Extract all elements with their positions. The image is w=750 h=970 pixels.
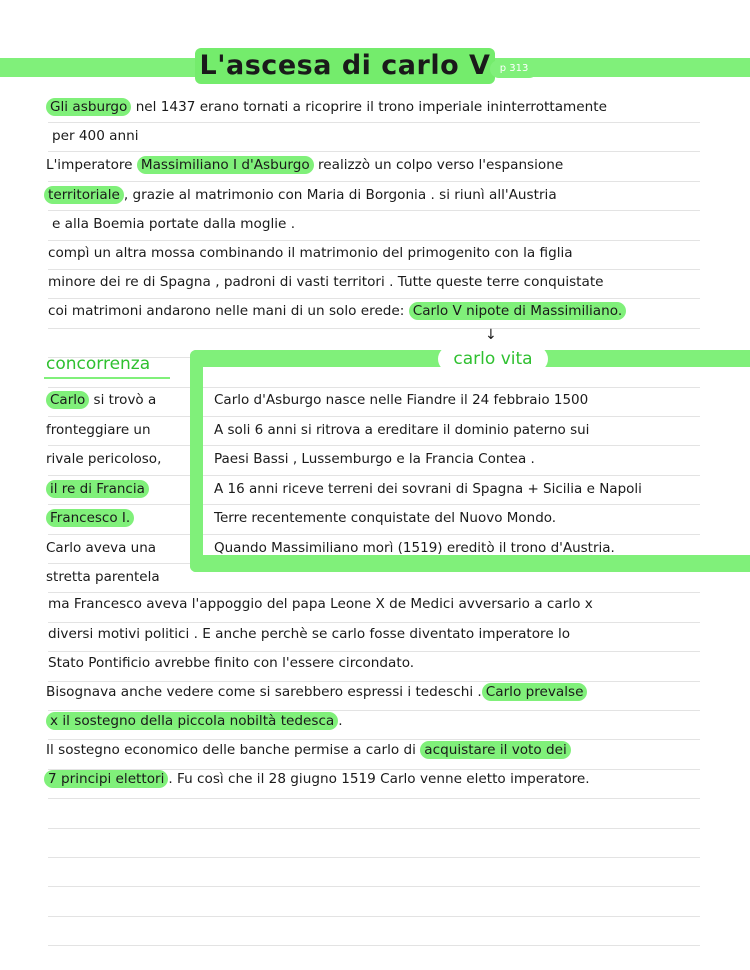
line-text: rivale pericoloso,	[46, 451, 162, 467]
line-text: Stato Pontificio avrebbe finito con l'essere circondato.	[48, 655, 415, 671]
bottom-line	[48, 651, 414, 675]
intro-line	[52, 124, 139, 148]
highlighted-text: Gli asburgo	[46, 98, 131, 116]
line-text: Bisognava anche vedere come si sarebbero espressi i tedeschi .	[46, 684, 482, 700]
line-text: e alla Boemia portate dalla moglie .	[52, 216, 296, 232]
page-reference: p 313	[490, 60, 538, 78]
carlo-vita-line: Paesi Bassi , Lussemburgo e la Francia Contea .	[214, 451, 535, 468]
box-left-bar	[190, 350, 203, 572]
concorrenza-line	[46, 534, 186, 564]
carlo-vita-line: Terre recentemente conquistate del Nuovo Mondo.	[214, 510, 557, 527]
line-text: coi matrimoni andarono nelle mani di un solo erede:	[48, 303, 409, 319]
intro-line	[48, 241, 573, 265]
concorrenza-line	[46, 563, 186, 593]
carlo-vita-box	[190, 350, 750, 572]
highlighted-text: Carlo	[46, 391, 89, 409]
concorrenza-line	[46, 386, 186, 416]
carlo-vita-heading: carlo vita	[438, 346, 548, 372]
ruled-line	[48, 916, 700, 917]
ruled-line	[48, 857, 700, 858]
highlighted-text: territoriale	[44, 186, 124, 204]
line-text: ma Francesco aveva l'appoggio del papa Leone X de Medici avversario a carlo x	[48, 596, 593, 612]
page-title: L'ascesa di carlo V	[195, 48, 495, 84]
down-arrow-icon: ↓	[485, 327, 497, 343]
line-text: si trovò a	[89, 392, 157, 408]
bottom-line	[48, 592, 593, 616]
highlighted-text: Massimiliano I d'Asburgo	[137, 156, 314, 174]
line-text: diversi motivi politici . E anche perchè se carlo fosse diventato imperatore lo	[48, 626, 571, 642]
line-text: .	[338, 713, 343, 729]
line-text: compì un altra mossa combinando il matrimonio del primogenito con la figlia	[48, 245, 573, 261]
intro-line	[44, 183, 557, 207]
ruled-line	[48, 828, 700, 829]
line-text: nel 1437 erano tornati a ricoprire il trono imperiale ininterrottamente	[131, 99, 607, 115]
line-text: minore dei re di Spagna , padroni di vasti territori . Tutte queste terre conquistate	[48, 274, 604, 290]
concorrenza-heading: concorrenza	[46, 354, 151, 374]
concorrenza-underline	[44, 377, 170, 379]
line-text: , grazie al matrimonio con Maria di Borgonia . si riunì all'Austria	[123, 187, 557, 203]
concorrenza-column	[46, 386, 186, 593]
bottom-line	[46, 738, 571, 762]
highlighted-text: Francesco I.	[46, 509, 134, 527]
ruled-line	[48, 798, 700, 799]
concorrenza-line	[46, 475, 186, 505]
highlighted-text: 7 principi elettori	[44, 770, 168, 788]
highlighted-text: Carlo V nipote di Massimiliano.	[409, 302, 626, 320]
bottom-line	[46, 709, 343, 733]
intro-line	[46, 153, 563, 177]
concorrenza-line	[46, 416, 186, 446]
bottom-line	[48, 622, 570, 646]
carlo-vita-line: A soli 6 anni si ritrova a ereditare il dominio paterno sui	[214, 421, 590, 438]
carlo-vita-line: Carlo d'Asburgo nasce nelle Fiandre il 24 febbraio 1500	[214, 392, 589, 408]
line-text: realizzò un colpo verso l'espansione	[313, 157, 564, 173]
ruled-line	[48, 328, 700, 329]
line-text: Il sostegno economico delle banche permise a carlo di	[46, 742, 421, 758]
highlighted-text: il re di Francia	[46, 480, 149, 498]
highlighted-text: Carlo prevalse	[482, 683, 588, 701]
bottom-line	[46, 680, 587, 704]
concorrenza-line	[46, 504, 186, 534]
line-text: stretta parentela	[46, 569, 160, 585]
line-text: . Fu così che il 28 giugno 1519 Carlo venne eletto imperatore.	[168, 771, 590, 787]
concorrenza-line	[46, 445, 186, 475]
bottom-line	[44, 767, 590, 791]
highlighted-text: acquistare il voto dei	[420, 741, 571, 759]
intro-line	[46, 95, 607, 119]
ruled-line	[48, 945, 700, 946]
highlighted-text: x il sostegno della piccola nobiltà tedesca	[46, 712, 338, 730]
line-text: L'imperatore	[46, 157, 137, 173]
ruled-line	[48, 122, 700, 123]
ruled-line	[48, 210, 700, 211]
intro-line	[48, 270, 604, 294]
ruled-line	[48, 181, 700, 182]
intro-line	[48, 299, 626, 323]
ruled-line	[48, 886, 700, 887]
intro-line	[52, 212, 295, 236]
carlo-vita-line: Quando Massimiliano morì (1519) ereditò il trono d'Austria.	[214, 539, 615, 556]
carlo-vita-lines	[214, 386, 642, 564]
ruled-line	[48, 151, 700, 152]
line-text: per 400 anni	[52, 128, 139, 144]
carlo-vita-line: A 16 anni riceve terreni dei sovrani di Spagna + Sicilia e Napoli	[214, 480, 642, 497]
line-text: fronteggiare un	[46, 421, 151, 438]
line-text: Carlo aveva una	[46, 539, 157, 556]
